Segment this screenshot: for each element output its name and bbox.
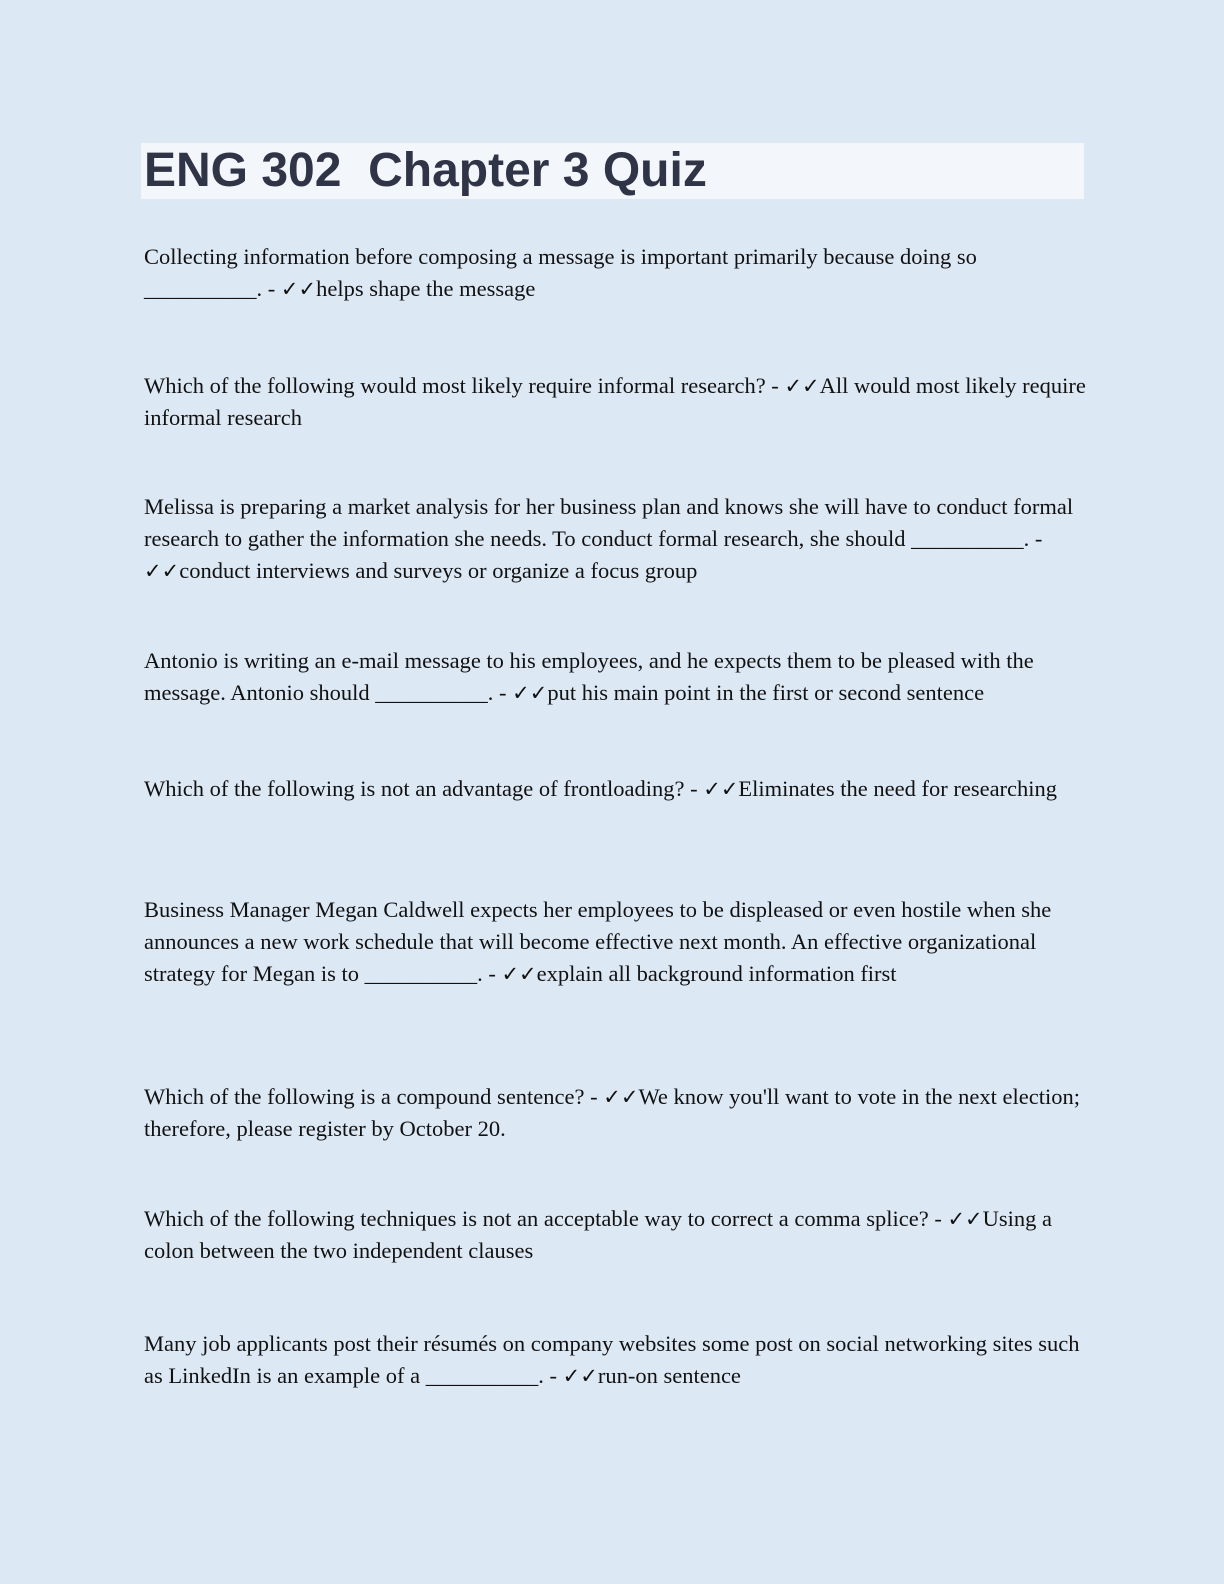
question-text: Which of the following is not an advantage of frontloading? -	[144, 776, 704, 801]
qa-item-6	[144, 894, 1089, 990]
answer-text: Using a colon between the two independent clauses	[144, 1206, 1053, 1263]
question-text: Which of the following is a compound sentence? -	[144, 1084, 604, 1109]
double-check-icon: ✓✓	[603, 1085, 639, 1109]
double-check-icon: ✓✓	[784, 374, 820, 398]
answer-text: conduct interviews and surveys or organize a focus group	[179, 558, 698, 583]
question-text: Which of the following techniques is not an acceptable way to correct a comma splice? -	[144, 1206, 948, 1231]
question-text: Melissa is preparing a market analysis for her business plan and knows she will have to conduct formal research to gather the information she needs. To conduct formal research, she should __________. -	[144, 494, 1074, 551]
answer-text: put his main point in the first or second sentence	[547, 680, 985, 705]
qa-item-8	[144, 1203, 1089, 1267]
qa-item-3	[144, 491, 1089, 587]
qa-item-7	[144, 1081, 1089, 1145]
answer-text: Eliminates the need for researching	[738, 776, 1058, 801]
double-check-icon: ✓✓	[512, 681, 548, 705]
double-check-icon: ✓✓	[562, 1364, 598, 1388]
double-check-icon: ✓✓	[501, 962, 537, 986]
double-check-icon: ✓✓	[703, 777, 739, 801]
qa-item-1	[144, 241, 1089, 305]
qa-item-5	[144, 773, 1089, 805]
qa-item-4	[144, 645, 1089, 709]
question-text: Which of the following would most likely require informal research? -	[144, 373, 785, 398]
page-title: ENG 302 Chapter 3 Quiz	[144, 144, 707, 197]
question-text: Many job applicants post their résumés on company websites some post on social networking sites such as LinkedIn is an example of a __________. -	[144, 1331, 1080, 1388]
question-text: Collecting information before composing a message is important primarily because doing so __________. -	[144, 244, 977, 301]
answer-text: We know you'll want to vote in the next election; therefore, please register by October 20.	[144, 1084, 1080, 1141]
answer-text: explain all background information first	[536, 961, 897, 986]
qa-item-9	[144, 1328, 1089, 1392]
answer-text: run-on sentence	[597, 1363, 741, 1388]
double-check-icon: ✓✓	[280, 277, 317, 301]
question-text: Business Manager Megan Caldwell expects her employees to be displeased or even hostile when she announces a new work schedule that will become effective next month. An effective organizational strategy for Megan is to __________. -	[144, 897, 1052, 986]
double-check-icon: ✓✓	[144, 559, 180, 583]
qa-item-2	[144, 370, 1089, 434]
answer-text: helps shape the message	[316, 276, 536, 301]
question-text: Antonio is writing an e-mail message to his employees, and he expects them to be pleased with the message. Antonio should __________. -	[144, 648, 1034, 705]
answer-text: All would most likely require informal research	[144, 373, 1086, 430]
double-check-icon: ✓✓	[947, 1207, 983, 1231]
